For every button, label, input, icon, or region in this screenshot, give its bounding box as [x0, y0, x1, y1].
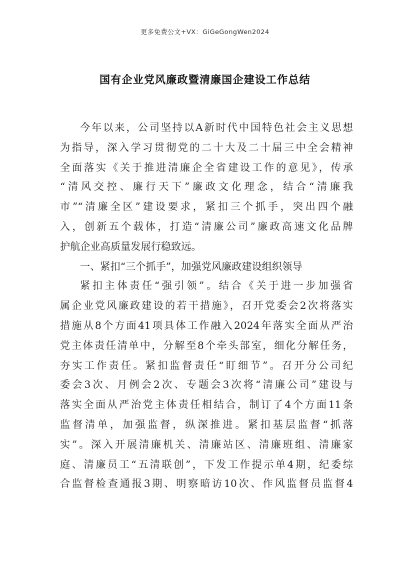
paragraph-line: 党主体责任清单中，分解至8个牵头部室，细化分解任务，	[60, 340, 353, 352]
paragraph-line: 属企业党风廉政建设的若干措施》，召开党委会2次将落实	[60, 301, 353, 313]
paragraph-line: 落实全面从严治党主体责任相结合，制订了4个方面11条	[60, 400, 353, 412]
paragraph-line: 庭、清廉员工“五清联创”，下发工作提示单4期，纪委综	[60, 459, 353, 471]
paragraph-line: 市”“清廉全区”建设要求，紧扣三个抓手，突出四个融	[60, 202, 353, 214]
document-title: 国有企业党风廉政暨清廉国企建设工作总结	[99, 74, 311, 86]
paragraph-line: 今年以来，公司坚持以A新时代中国特色社会主义思想	[80, 123, 353, 134]
paragraph-line: 合监督检查通报3期、明察暗访10次、作风监督员监督4	[60, 479, 353, 491]
paragraph-line: 为指导，深入学习贯彻党的二十大及二十届三中全会精神	[60, 142, 353, 154]
paragraph-line: 监督清单，加强监督，纵深推进。紧扣基层监督“抓落	[60, 419, 353, 431]
paragraph-line: 夯实工作责任。紧扣监督责任“盯细节”。召开分公司纪	[60, 360, 353, 372]
paragraph-line: 委会3次、月例会2次、专题会3次将“清廉公司”建设与	[60, 380, 353, 392]
paragraph-line: 全面落实《关于推进清廉企全省建设工作的意见》，传承	[60, 162, 353, 174]
paragraph-line: “清风交控、廉行天下”廉政文化理念，结合“清廉我	[60, 182, 353, 194]
header-note: 更多免费公文+VX：GiGeGongWen2024	[140, 28, 270, 36]
paragraph-line: 措施从8个方面41项具体工作融入2024年落实全面从严治	[60, 320, 353, 332]
paragraph-line: 入，创新五个载体，打造“清廉公司”廉政高速文化品牌	[60, 221, 353, 233]
paragraph-line: 紧扣主体责任“强引领”。结合《关于进一步加强省	[80, 281, 353, 293]
document-body	[60, 119, 353, 495]
paragraph-line: 护航企业高质量发展行稳致远。	[60, 241, 202, 253]
section-heading: 一、紧扣“三个抓手”，加强党风廉政建设组织领导	[80, 261, 303, 273]
paragraph-line: 实”。深入开展清廉机关、清廉站区、清廉班组、清廉家	[60, 439, 353, 451]
